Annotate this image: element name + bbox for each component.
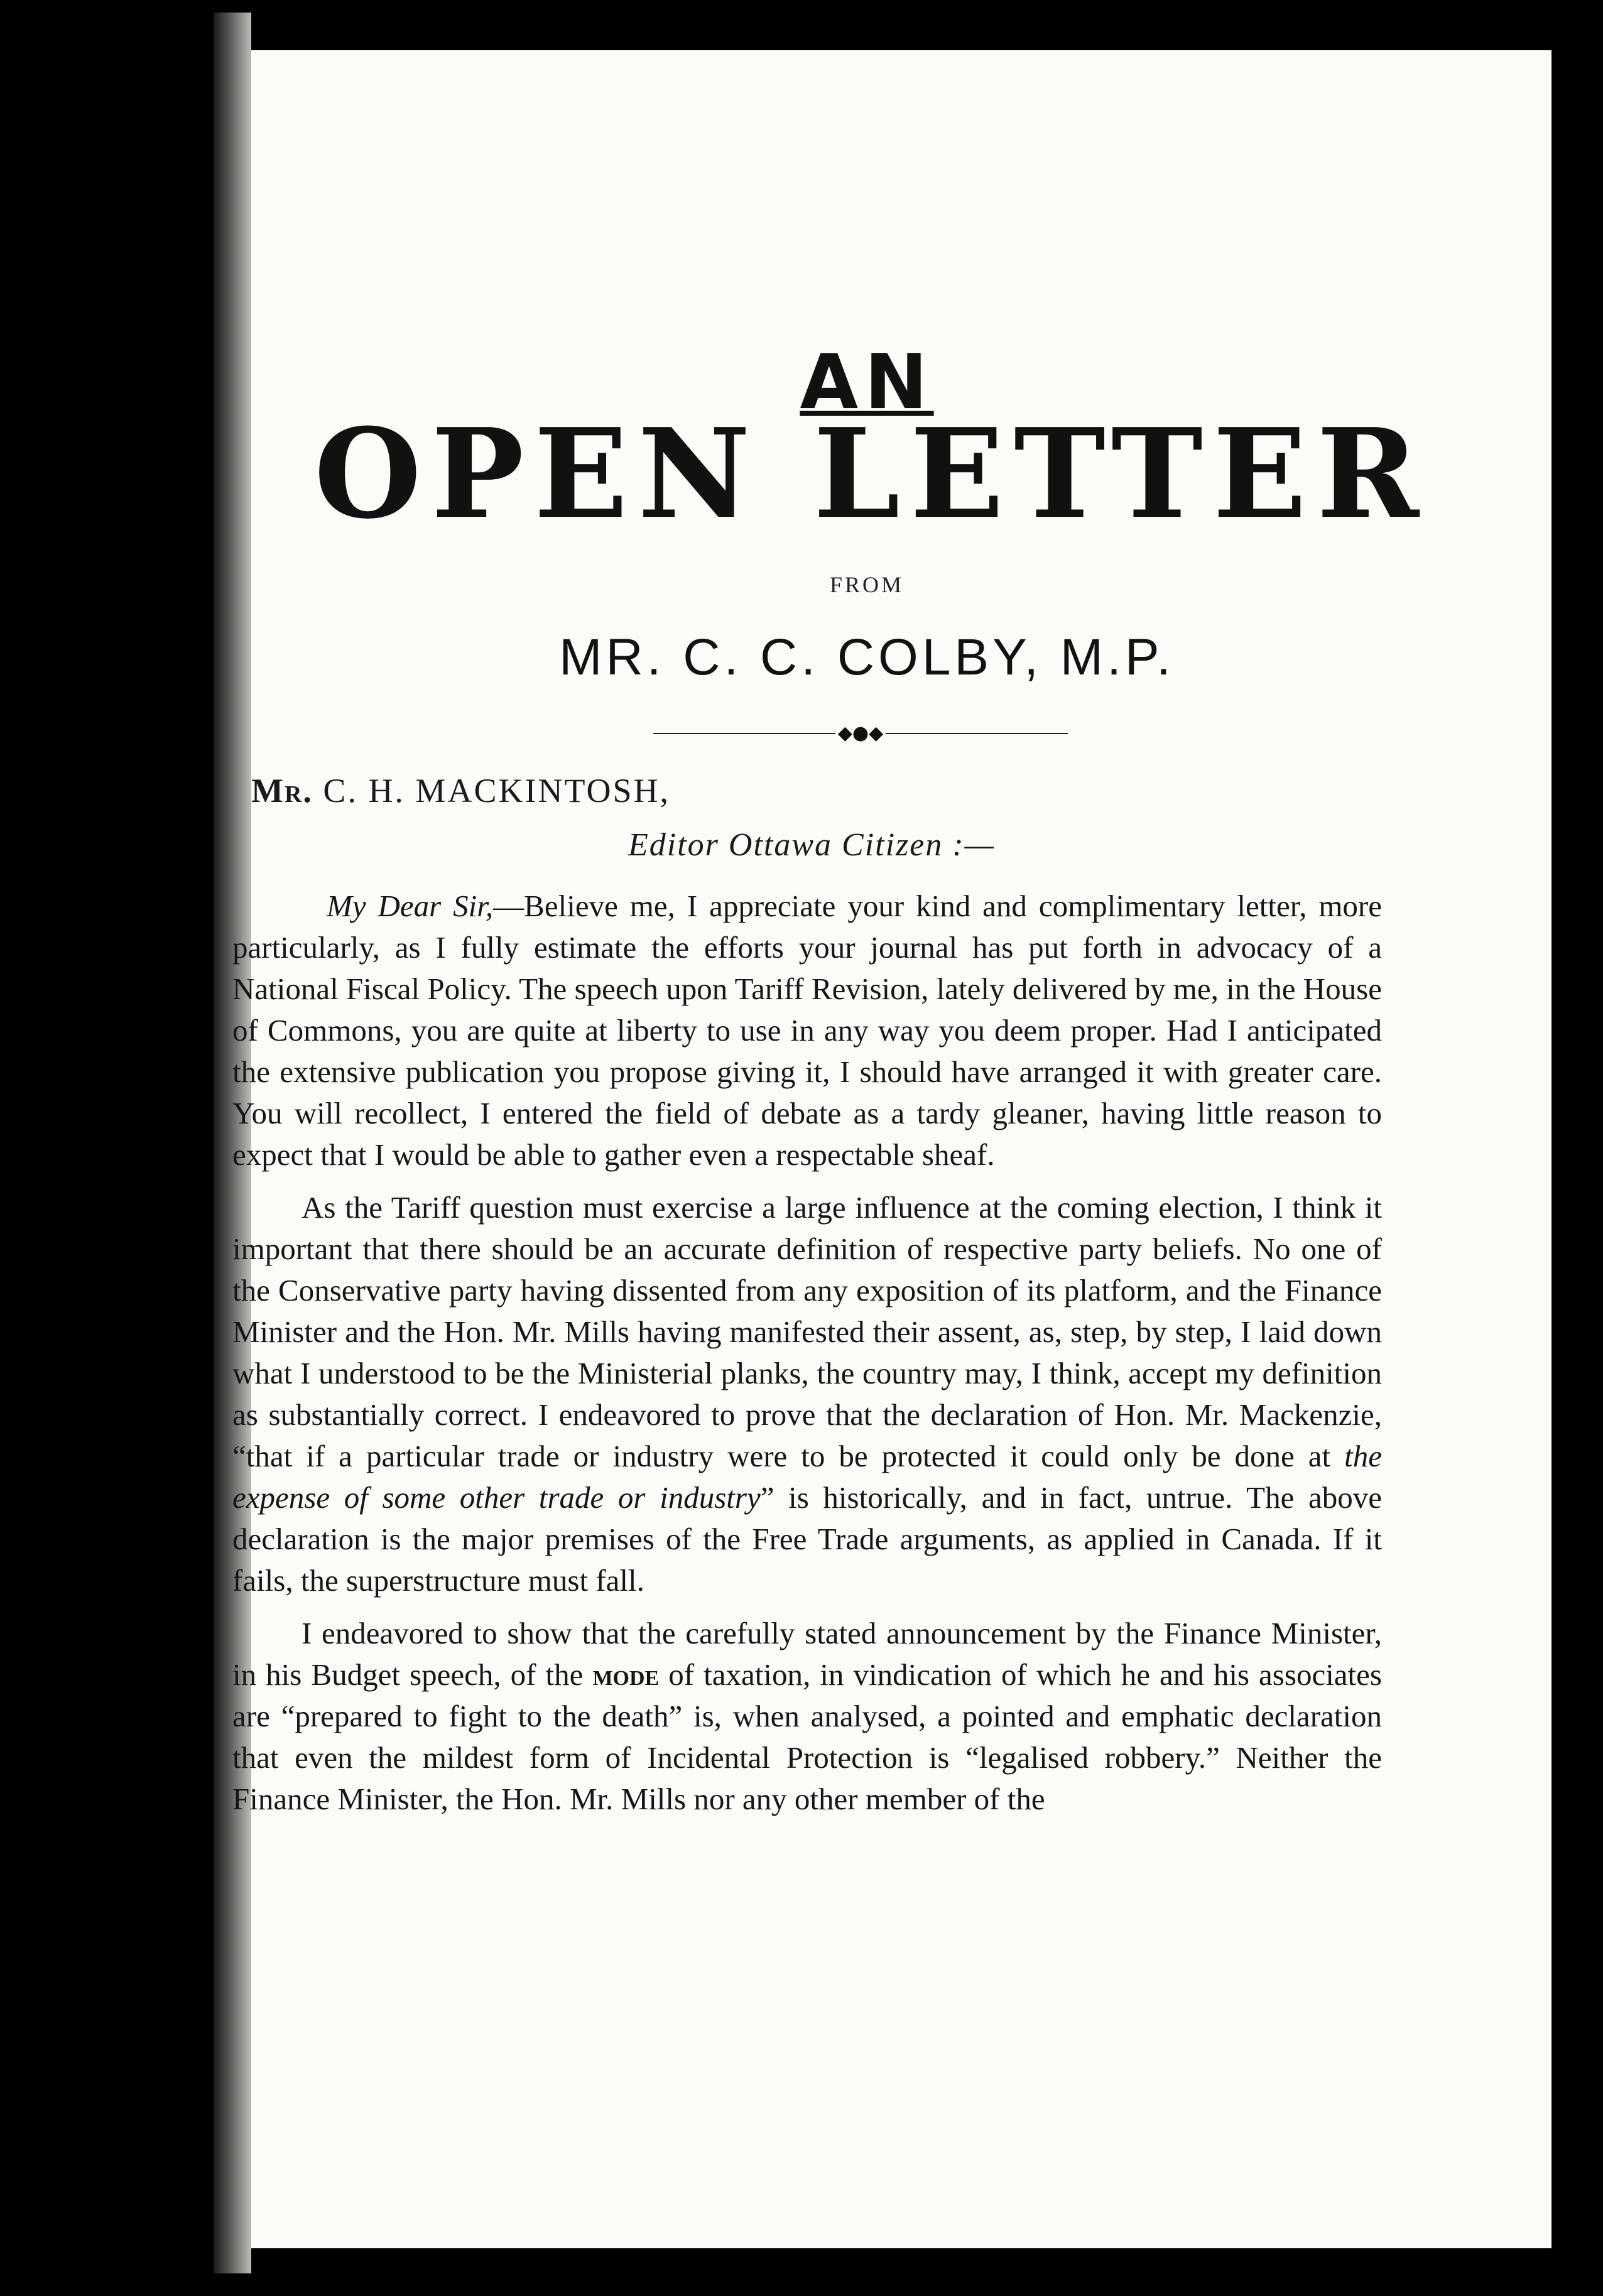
ornamental-divider (653, 721, 1068, 746)
paragraph-3-mode: mode (592, 1657, 660, 1692)
paragraph-1 (232, 885, 1382, 1176)
addressee-name: C. H. MACKINTOSH, (323, 772, 670, 810)
page-title: OPEN LETTER (314, 402, 1430, 546)
title-from: FROM (829, 572, 905, 597)
paragraph-2 (232, 1187, 1382, 1601)
paragraph-3 (232, 1613, 1382, 1820)
salutation-addressee (251, 771, 1256, 810)
paragraph-3-text-a: I endeavored to show that the carefully stated announcement by the Finance Minister, in his Budget speech, of the (232, 1616, 1382, 1692)
divider-line-left (653, 733, 835, 734)
title-article: AN (800, 339, 934, 426)
greeting: My Dear Sir, (327, 889, 494, 923)
author-name: MR. C. C. COLBY, M.P. (559, 629, 1175, 686)
paragraph-3-text-b: of taxation, in vindication of which he and his associates are “prepared to fight to the death” is, when analysed, a pointed and emphatic declaration that even the mildest form of Incidental Protection is “legalised robbery.” Neither the Finance Minister, the Hon. Mr. Mills nor any other member of the (232, 1657, 1382, 1816)
paragraph-1-text: —Believe me, I appreciate your kind and complimentary letter, more particularly, as I fully estimate the efforts your journal has put forth in advocacy of a National Fiscal Policy. The speech upon Tariff Revision, lately delivered by me, in the House of Commons, you are quite at liberty to use in any way you deem proper. Had I anticipated the extensive publication you propose giving it, I should have arranged it with greater care. You will recollect, I entered the field of debate as a tardy gleaner, having little reason to expect that I would be able to gather even a respectable sheaf. (232, 889, 1382, 1172)
ornament-icon: ◆●◆ (837, 722, 884, 744)
salutation-prefix: Mr. (251, 772, 313, 810)
divider-line-right (886, 733, 1068, 734)
paragraph-2-text-b: ” is historically, and in fact, untrue. The above declaration is the major premises of the Free Trade arguments, as applied in Canada. If it fails, the superstructure must fall. (232, 1480, 1382, 1598)
addressee-title: Editor Ottawa Citizen :— (628, 827, 995, 863)
letter-body (232, 885, 1382, 1831)
paragraph-2-italic: the expense of some other trade or industry (232, 1439, 1382, 1515)
paragraph-2-text-a: As the Tariff question must exercise a large influence at the coming election, I think it important that there should be an accurate definition of respective party beliefs. No one of the Conservative party having dissented from any exposition of its platform, and the Finance Minister and the Hon. Mr. Mills having manifested their assent, as, step, by step, I laid down what I understood to be the Ministerial planks, the country may, I think, accept my definition as substantially correct. I endeavored to prove that the declaration of Hon. Mr. Mackenzie, “that if a particular trade or industry were to be protected it could only be done at (232, 1190, 1382, 1473)
